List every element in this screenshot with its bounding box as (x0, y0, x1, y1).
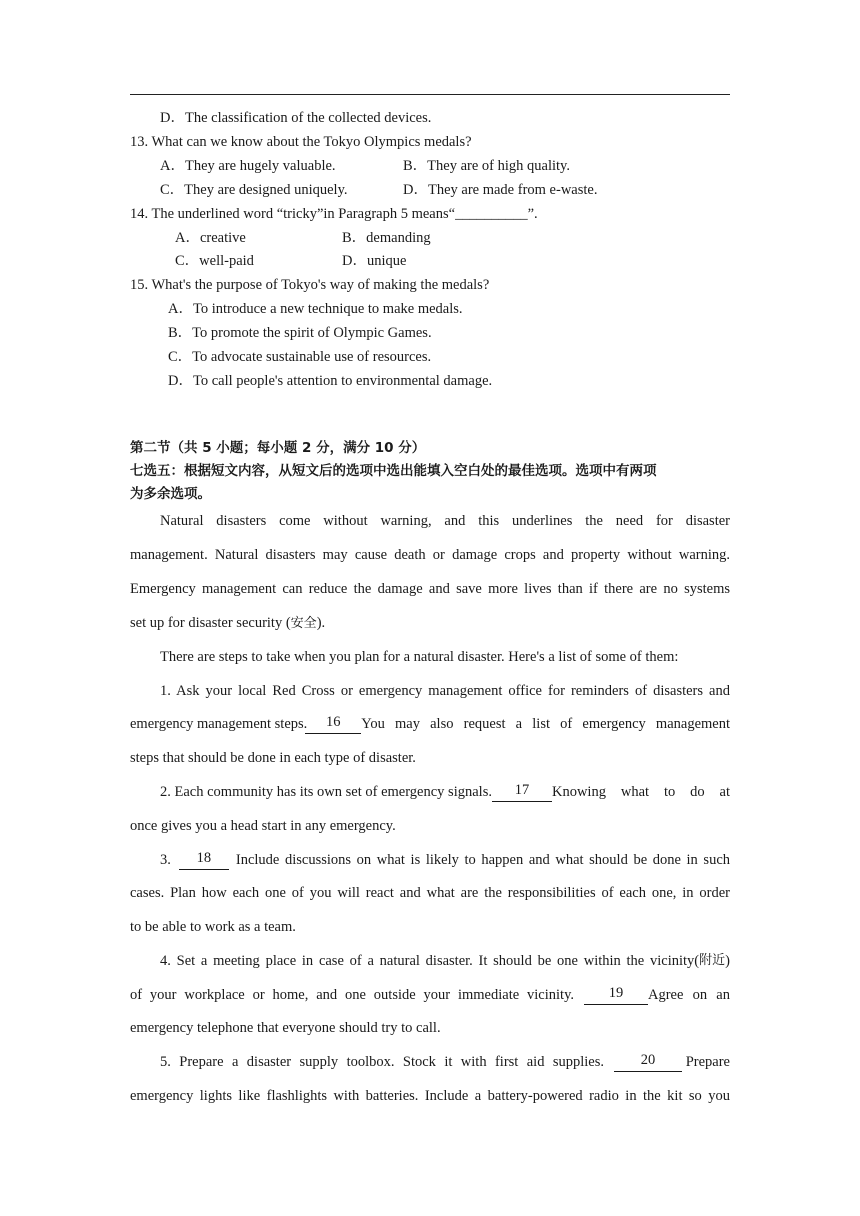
passage-p1-line1: Natural disasters come without warning, and this underlines the need for disaster (160, 513, 730, 529)
section-instruction-line2: 为多余选项。 (130, 486, 211, 502)
section-heading: 第二节（共 5 小题；每小题 2 分，满分 10 分） (130, 440, 426, 456)
q15-option-d: D．To call people's attention to environmental damage. (168, 373, 493, 389)
blank-18[interactable]: 18 (179, 850, 229, 870)
q14-option-d: D．unique (342, 253, 407, 269)
step3-line1 (160, 850, 730, 870)
step4-text-c: of your workplace or home, and one outside your immediate vicinity. (130, 987, 574, 1003)
step4-text-a: 4. Set a meeting place in case of a natural disaster. It should be one within the vicinity( (160, 953, 700, 969)
header-rule (130, 94, 730, 95)
step1-text-a: emergency management steps. (130, 716, 308, 732)
blank-19[interactable]: 19 (584, 985, 648, 1005)
passage-p2-line1: There are steps to take when you plan for a natural disaster. Here's a list of some of them: (160, 649, 679, 665)
step1-line3: steps that should be done in each type of disaster. (130, 750, 416, 766)
q15-option-a: A．To introduce a new technique to make medals. (168, 301, 463, 317)
step3-text-b: Include discussions on what is likely to happen and what should be done in such (235, 852, 730, 868)
step2-text-a: 2. Each community has its own set of emergency signals. (160, 784, 492, 800)
step3-line3: to be able to work as a team. (130, 919, 296, 935)
step5-line2: emergency lights like flashlights with batteries. Include a battery-powered radio in the kit so you (130, 1088, 730, 1104)
q14-option-c: C．well-paid (175, 253, 254, 269)
step3-line2: cases. Plan how each one of you will react and what are the responsibilities of each one, in order (130, 885, 730, 901)
step2-text-b: Knowing what to do at (551, 784, 730, 800)
step4-line1 (160, 951, 730, 971)
step1-line1: 1. Ask your local Red Cross or emergency management office for reminders of disasters and (160, 683, 730, 699)
q13-option-d: D．They are made from e-waste. (403, 182, 598, 198)
step1-line2 (130, 714, 730, 734)
blank-16[interactable]: 16 (305, 714, 361, 734)
blank-17[interactable]: 17 (492, 782, 552, 802)
passage-p1-line3: Emergency management can reduce the damage and save more lives than if there are no systems (130, 581, 730, 597)
q13-option-c: C．They are designed uniquely. (160, 182, 348, 198)
step2-line1 (160, 782, 730, 802)
q13-stem: 13. What can we know about the Tokyo Olympics medals? (130, 134, 472, 150)
step5-line1 (160, 1052, 730, 1072)
step5-text-b: Prepare (685, 1054, 730, 1070)
q13-option-b: B．They are of high quality. (403, 158, 570, 174)
q15-option-c: C．To advocate sustainable use of resources. (168, 349, 432, 365)
section-instruction-line1: 七选五：根据短文内容，从短文后的选项中选出能填入空白处的最佳选项。选项中有两项 (130, 463, 657, 479)
q15-option-b: B．To promote the spirit of Olympic Games. (168, 325, 432, 341)
step4-line3: emergency telephone that everyone should try to call. (130, 1020, 441, 1036)
q15-stem: 15. What's the purpose of Tokyo's way of making the medals? (130, 277, 490, 293)
q12-option-d: D．The classification of the collected devices. (160, 110, 432, 126)
q14-option-b: B．demanding (342, 230, 431, 246)
q14-stem: 14. The underlined word “tricky”in Paragraph 5 means“__________”. (130, 206, 538, 222)
passage-p1-line2: management. Natural disasters may cause death or damage crops and property without warning. (130, 547, 730, 563)
step4-line2 (130, 985, 730, 1005)
step4-text-d: Agree on an (648, 987, 730, 1003)
q14-option-a: A．creative (175, 230, 246, 246)
step2-line2: once gives you a head start in any emergency. (130, 818, 396, 834)
blank-20[interactable]: 20 (614, 1052, 682, 1072)
passage-p1-line4: set up for disaster security (安全). (130, 615, 326, 631)
step4-text-cn: 附近 (699, 953, 726, 968)
step1-text-b: You may also request a list of emergency management (361, 716, 730, 732)
step5-text-a: 5. Prepare a disaster supply toolbox. Stock it with first aid supplies. (160, 1054, 604, 1070)
step4-text-b: ) (725, 953, 730, 969)
q13-option-a: A．They are hugely valuable. (160, 158, 336, 174)
step3-number: 3. (160, 852, 171, 868)
